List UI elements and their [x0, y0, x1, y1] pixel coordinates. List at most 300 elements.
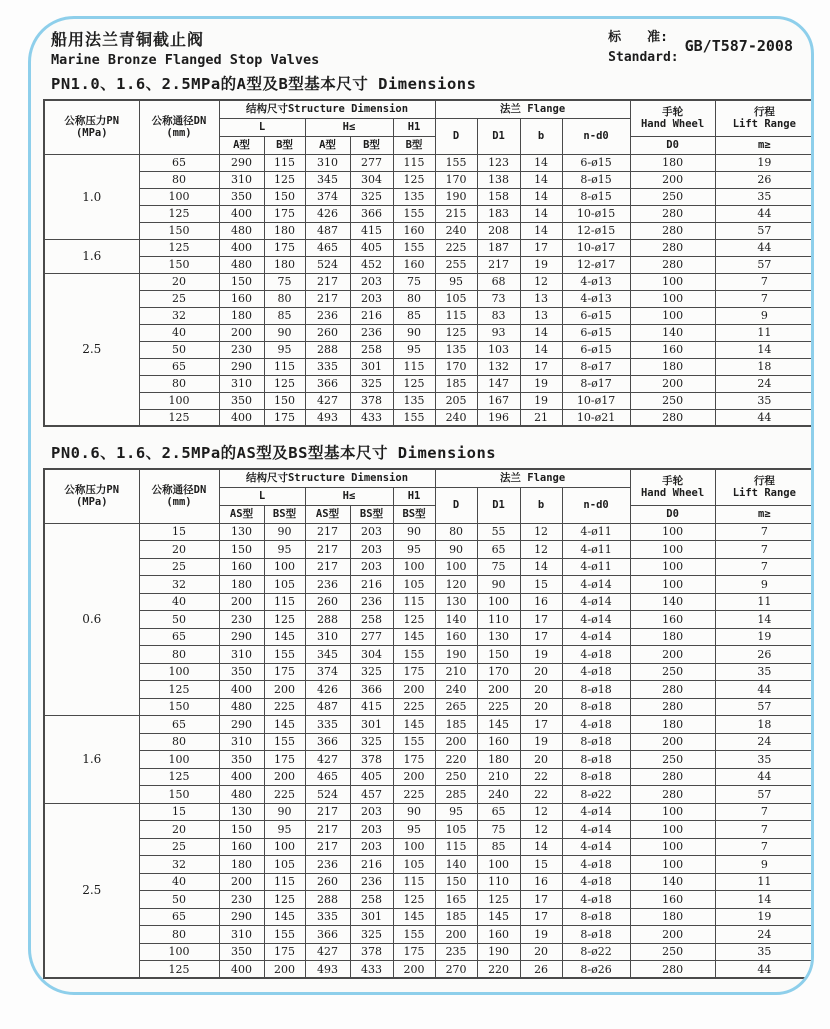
table-cell: 105	[435, 290, 477, 307]
table-cell: 310	[219, 375, 264, 392]
header-flange: 法兰 Flange	[435, 469, 630, 487]
table-cell: 110	[477, 611, 520, 629]
table-cell: 140	[630, 873, 715, 891]
standard-label-en: Standard:	[608, 49, 679, 65]
table-cell: 240	[435, 222, 477, 239]
table-cell: 415	[350, 222, 393, 239]
table-cell: 4-ø14	[562, 611, 630, 629]
table-cell: 150	[435, 873, 477, 891]
table-cell: 180	[264, 222, 305, 239]
table-cell: 130	[477, 628, 520, 646]
table-cell: 4-ø18	[562, 891, 630, 909]
table-cell: 120	[435, 576, 477, 594]
table-cell: 203	[350, 558, 393, 576]
table-cell: 265	[435, 698, 477, 716]
table-cell: 90	[264, 803, 305, 821]
table-cell: 135	[393, 188, 435, 205]
header-m: m≥	[715, 505, 814, 523]
table-cell: 19	[715, 154, 814, 171]
table-cell: 7	[715, 821, 814, 839]
table-cell: 100	[630, 803, 715, 821]
table-cell: 200	[219, 593, 264, 611]
table-cell: 14	[520, 222, 562, 239]
table-cell: 301	[350, 908, 393, 926]
table-cell: 415	[350, 698, 393, 716]
table-cell: 325	[350, 375, 393, 392]
table-cell: 190	[435, 188, 477, 205]
table-cell: 13	[520, 290, 562, 307]
table-cell: 175	[393, 663, 435, 681]
table-cell: 150	[219, 541, 264, 559]
table-cell: 310	[219, 733, 264, 751]
table-cell: 4-ø18	[562, 856, 630, 874]
table-cell: 405	[350, 768, 393, 786]
table-cell: 160	[630, 341, 715, 358]
table-cell: 44	[715, 239, 814, 256]
table-row	[44, 733, 814, 751]
table-cell: 80	[264, 290, 305, 307]
table-cell: 170	[435, 358, 477, 375]
table-cell: 57	[715, 786, 814, 804]
table-cell: 270	[435, 961, 477, 979]
table-cell: 26	[715, 171, 814, 188]
table-cell: 240	[435, 681, 477, 699]
product-title-zh: 船用法兰青铜截止阀	[51, 30, 205, 49]
table-cell: 280	[630, 239, 715, 256]
table-cell: 21	[520, 409, 562, 426]
table-cell: 325	[350, 926, 393, 944]
table-cell: 65	[477, 803, 520, 821]
table-row	[44, 838, 814, 856]
table-cell: 175	[264, 663, 305, 681]
table-cell: 378	[350, 943, 393, 961]
table-cell: 280	[630, 786, 715, 804]
table-row	[44, 803, 814, 821]
table-cell: 65	[139, 908, 219, 926]
dimension-table-a-b	[43, 99, 814, 427]
table-cell: 290	[219, 716, 264, 734]
table-cell: 4-ø13	[562, 273, 630, 290]
table-cell: 130	[435, 593, 477, 611]
table-cell: 200	[393, 961, 435, 979]
table-cell: 366	[305, 926, 350, 944]
table-cell: 19	[520, 256, 562, 273]
table-cell: 20	[139, 541, 219, 559]
table-cell: 350	[219, 188, 264, 205]
table-cell: 225	[264, 698, 305, 716]
table-cell: 280	[630, 681, 715, 699]
table-row	[44, 239, 814, 256]
table-cell: 6-ø15	[562, 341, 630, 358]
table-cell: 4-ø13	[562, 290, 630, 307]
header-D: D	[435, 118, 477, 154]
table-cell: 20	[139, 273, 219, 290]
table-cell: 217	[305, 838, 350, 856]
table-cell: 125	[264, 171, 305, 188]
table-cell: 335	[305, 358, 350, 375]
table-cell: 217	[305, 273, 350, 290]
table-cell: 7	[715, 290, 814, 307]
table-cell: 95	[264, 341, 305, 358]
table-cell: 8-ø18	[562, 733, 630, 751]
table-cell: 125	[139, 961, 219, 979]
table-cell: 8-ø18	[562, 768, 630, 786]
table-cell: 140	[435, 611, 477, 629]
table-cell: 250	[630, 943, 715, 961]
table-cell: 100	[435, 558, 477, 576]
table-cell: 426	[305, 205, 350, 222]
table-cell: 115	[435, 838, 477, 856]
header-flange: 法兰 Flange	[435, 100, 630, 118]
table-cell: 4-ø14	[562, 576, 630, 594]
header-type-bs-L: BS型	[264, 505, 305, 523]
table-cell: 135	[435, 341, 477, 358]
table-cell: 90	[435, 541, 477, 559]
table-cell: 90	[264, 523, 305, 541]
header-type-as-L: AS型	[219, 505, 264, 523]
table-cell: 44	[715, 409, 814, 426]
table-cell: 14	[520, 558, 562, 576]
table-cell: 100	[630, 523, 715, 541]
standard-block	[608, 27, 793, 68]
table-cell: 175	[264, 751, 305, 769]
table-cell: 155	[393, 926, 435, 944]
table-cell: 19	[715, 628, 814, 646]
table-cell: 205	[435, 392, 477, 409]
table-cell: 100	[630, 290, 715, 307]
table-cell: 301	[350, 716, 393, 734]
table-cell: 155	[435, 154, 477, 171]
table-cell: 150	[477, 646, 520, 664]
table-cell: 44	[715, 681, 814, 699]
table-cell: 14	[520, 324, 562, 341]
table-cell: 40	[139, 873, 219, 891]
table-cell: 280	[630, 409, 715, 426]
table-row	[44, 943, 814, 961]
table-cell: 13	[520, 307, 562, 324]
table-cell: 487	[305, 222, 350, 239]
table-cell: 6-ø15	[562, 324, 630, 341]
table-cell: 345	[305, 171, 350, 188]
table-cell: 15	[520, 576, 562, 594]
table-row	[44, 716, 814, 734]
table-row	[44, 541, 814, 559]
table-cell: 457	[350, 786, 393, 804]
table-row	[44, 611, 814, 629]
pn-group-cell: 2.5	[44, 803, 139, 978]
table-cell: 260	[305, 324, 350, 341]
table-row	[44, 222, 814, 239]
table-cell: 236	[350, 324, 393, 341]
table-cell: 35	[715, 188, 814, 205]
table-row	[44, 171, 814, 188]
table-row	[44, 593, 814, 611]
table-cell: 100	[630, 273, 715, 290]
table-cell: 258	[350, 611, 393, 629]
table-cell: 258	[350, 341, 393, 358]
table-cell: 20	[520, 698, 562, 716]
table-cell: 345	[305, 646, 350, 664]
table-cell: 4-ø11	[562, 523, 630, 541]
table-cell: 310	[305, 628, 350, 646]
table-cell: 216	[350, 576, 393, 594]
table-cell: 115	[264, 358, 305, 375]
header-type-as-H: AS型	[305, 505, 350, 523]
table-cell: 14	[520, 341, 562, 358]
table-cell: 200	[630, 375, 715, 392]
table-row	[44, 392, 814, 409]
header-pn: 公称压力PN (MPa)	[44, 469, 139, 523]
table-cell: 6-ø15	[562, 154, 630, 171]
table-cell: 4-ø18	[562, 716, 630, 734]
table-cell: 17	[520, 239, 562, 256]
table-cell: 480	[219, 222, 264, 239]
table-cell: 366	[305, 375, 350, 392]
table-cell: 200	[264, 768, 305, 786]
table-cell: 150	[219, 273, 264, 290]
table-cell: 65	[139, 154, 219, 171]
table-cell: 12	[520, 821, 562, 839]
table-cell: 400	[219, 239, 264, 256]
table-cell: 301	[350, 358, 393, 375]
table-cell: 100	[477, 856, 520, 874]
header-dn: 公称通径DN (mm)	[139, 100, 219, 154]
table-cell: 130	[219, 523, 264, 541]
table-cell: 167	[477, 392, 520, 409]
table-cell: 10-ø15	[562, 205, 630, 222]
table-cell: 4-ø18	[562, 663, 630, 681]
table-cell: 50	[139, 341, 219, 358]
table-cell: 374	[305, 188, 350, 205]
table-cell: 80	[139, 171, 219, 188]
table-cell: 135	[393, 392, 435, 409]
table-cell: 280	[630, 222, 715, 239]
table-cell: 366	[305, 733, 350, 751]
header-b: b	[520, 118, 562, 154]
table-row	[44, 154, 814, 171]
table-cell: 12	[520, 273, 562, 290]
pn-group-cell: 1.0	[44, 154, 139, 239]
table-cell: 4-ø14	[562, 628, 630, 646]
table-row	[44, 409, 814, 426]
table-cell: 7	[715, 558, 814, 576]
table-cell: 230	[219, 611, 264, 629]
table-cell: 19	[520, 646, 562, 664]
table-cell: 32	[139, 307, 219, 324]
table-row	[44, 856, 814, 874]
table-cell: 125	[435, 324, 477, 341]
table-cell: 427	[305, 751, 350, 769]
table-cell: 230	[219, 341, 264, 358]
table-cell: 165	[435, 891, 477, 909]
table-cell: 9	[715, 856, 814, 874]
table-cell: 7	[715, 541, 814, 559]
table-cell: 18	[715, 358, 814, 375]
table-cell: 125	[264, 611, 305, 629]
table-cell: 183	[477, 205, 520, 222]
table-cell: 115	[393, 154, 435, 171]
table-cell: 8-ø18	[562, 751, 630, 769]
table-cell: 310	[219, 171, 264, 188]
table-cell: 22	[520, 786, 562, 804]
table-cell: 175	[393, 751, 435, 769]
table-row	[44, 698, 814, 716]
table-cell: 138	[477, 171, 520, 188]
table-cell: 180	[630, 628, 715, 646]
table-cell: 200	[630, 926, 715, 944]
table-cell: 203	[350, 290, 393, 307]
table-cell: 145	[477, 908, 520, 926]
table-cell: 288	[305, 341, 350, 358]
table-cell: 14	[715, 341, 814, 358]
table-cell: 493	[305, 409, 350, 426]
table-cell: 200	[630, 733, 715, 751]
table-cell: 150	[264, 188, 305, 205]
table-cell: 225	[264, 786, 305, 804]
table-cell: 150	[139, 256, 219, 273]
table-cell: 180	[477, 751, 520, 769]
table-cell: 160	[477, 733, 520, 751]
table-cell: 20	[520, 943, 562, 961]
header-structure: 结构尺寸Structure Dimension	[219, 469, 435, 487]
table-cell: 145	[264, 716, 305, 734]
table-cell: 480	[219, 256, 264, 273]
table-cell: 160	[219, 558, 264, 576]
table-cell: 32	[139, 856, 219, 874]
header-handwheel: 手轮 Hand Wheel	[630, 100, 715, 136]
table-cell: 260	[305, 873, 350, 891]
table-row	[44, 324, 814, 341]
table-cell: 20	[520, 751, 562, 769]
table-cell: 155	[264, 733, 305, 751]
header-type-b-L: B型	[264, 136, 305, 154]
table-cell: 427	[305, 392, 350, 409]
table-cell: 290	[219, 628, 264, 646]
table-cell: 125	[393, 375, 435, 392]
table-cell: 160	[630, 891, 715, 909]
header-D0: D0	[630, 136, 715, 154]
table-cell: 100	[139, 751, 219, 769]
table-cell: 24	[715, 375, 814, 392]
table-cell: 125	[139, 409, 219, 426]
table-cell: 14	[520, 154, 562, 171]
table-cell: 200	[435, 733, 477, 751]
table-cell: 9	[715, 576, 814, 594]
table-cell: 11	[715, 324, 814, 341]
table-cell: 75	[477, 821, 520, 839]
table-cell: 208	[477, 222, 520, 239]
table-cell: 12	[520, 541, 562, 559]
table-cell: 175	[264, 239, 305, 256]
table-cell: 85	[477, 838, 520, 856]
table-cell: 8-ø22	[562, 786, 630, 804]
table-cell: 310	[219, 926, 264, 944]
table-row	[44, 290, 814, 307]
table-cell: 83	[477, 307, 520, 324]
table-cell: 493	[305, 961, 350, 979]
table-cell: 100	[630, 856, 715, 874]
table-cell: 57	[715, 222, 814, 239]
table-cell: 115	[393, 358, 435, 375]
table-cell: 225	[435, 239, 477, 256]
table-cell: 145	[477, 716, 520, 734]
table-cell: 115	[435, 307, 477, 324]
table-cell: 250	[630, 663, 715, 681]
table-cell: 250	[630, 751, 715, 769]
table-cell: 140	[630, 593, 715, 611]
table-cell: 190	[435, 646, 477, 664]
table-cell: 225	[477, 698, 520, 716]
table-cell: 14	[715, 611, 814, 629]
table-cell: 65	[139, 716, 219, 734]
table-cell: 125	[393, 891, 435, 909]
table-cell: 105	[393, 576, 435, 594]
header-H1: H1	[393, 118, 435, 136]
table-cell: 200	[435, 926, 477, 944]
table-cell: 200	[219, 873, 264, 891]
table-cell: 65	[139, 628, 219, 646]
table-cell: 115	[264, 873, 305, 891]
table-cell: 125	[393, 611, 435, 629]
table-cell: 12	[520, 523, 562, 541]
table-cell: 17	[520, 358, 562, 375]
table-cell: 310	[219, 646, 264, 664]
table-cell: 95	[393, 541, 435, 559]
table-cell: 105	[435, 821, 477, 839]
table-cell: 50	[139, 611, 219, 629]
table-row	[44, 821, 814, 839]
table-cell: 16	[520, 593, 562, 611]
header-D1: D1	[477, 487, 520, 523]
table-cell: 200	[264, 961, 305, 979]
dimension-table-as-bs	[43, 468, 814, 979]
table-cell: 14	[520, 171, 562, 188]
pn-group-cell: 2.5	[44, 273, 139, 426]
table-cell: 100	[139, 392, 219, 409]
table-cell: 100	[630, 558, 715, 576]
table-cell: 65	[477, 541, 520, 559]
table-cell: 90	[264, 324, 305, 341]
table-row	[44, 256, 814, 273]
table-row	[44, 375, 814, 392]
table-cell: 85	[264, 307, 305, 324]
table-cell: 14	[715, 891, 814, 909]
table-cell: 230	[219, 891, 264, 909]
table-cell: 68	[477, 273, 520, 290]
table-cell: 203	[350, 541, 393, 559]
table2-caption: PN0.6、1.6、2.5MPa的AS型及BS型基本尺寸 Dimensions	[51, 444, 497, 462]
table-cell: 8-ø18	[562, 908, 630, 926]
table-cell: 16	[520, 873, 562, 891]
table-cell: 217	[305, 523, 350, 541]
table-cell: 14	[520, 838, 562, 856]
table-row	[44, 961, 814, 979]
table-cell: 26	[715, 646, 814, 664]
header-n-d0: n-d0	[562, 487, 630, 523]
table-cell: 80	[393, 290, 435, 307]
table-cell: 125	[139, 239, 219, 256]
table-cell: 480	[219, 698, 264, 716]
table-row	[44, 873, 814, 891]
table-cell: 20	[139, 821, 219, 839]
table-cell: 8-ø18	[562, 926, 630, 944]
table-cell: 115	[393, 593, 435, 611]
header-D0: D0	[630, 505, 715, 523]
table-cell: 15	[139, 523, 219, 541]
table-row	[44, 663, 814, 681]
table-cell: 335	[305, 716, 350, 734]
table-cell: 200	[477, 681, 520, 699]
